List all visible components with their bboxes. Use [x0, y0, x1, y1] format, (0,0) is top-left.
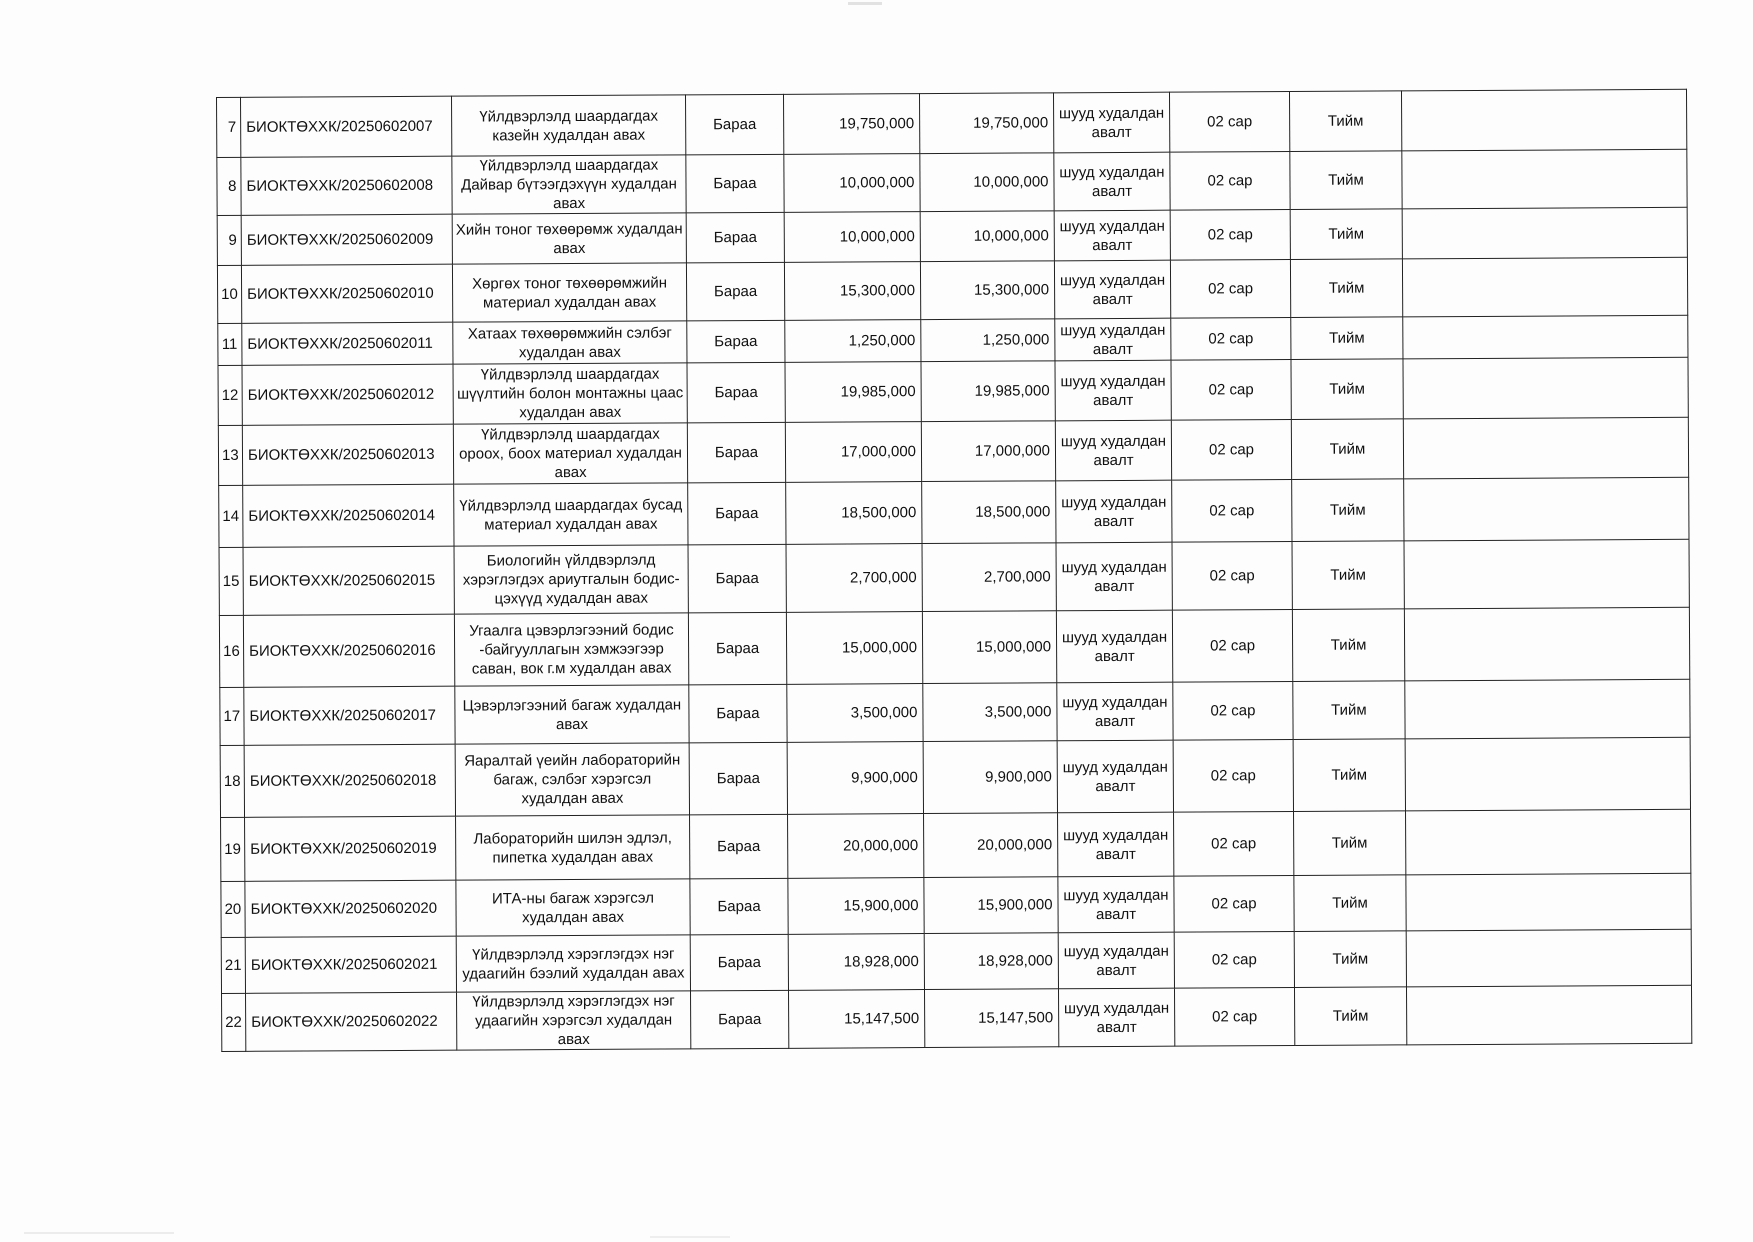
budget-amount: 3,500,000: [787, 684, 923, 743]
item-name: Үйлдвэрлэлд шаардагдах ороох, боох материал худалдан авах: [453, 423, 687, 484]
row-number: 8: [217, 157, 241, 215]
item-type: Бараа: [686, 154, 784, 213]
item-type: Бараа: [688, 544, 786, 613]
budget-amount: 15,147,500: [788, 990, 924, 1049]
procurement-code: БИОКТӨХХК/20250602017: [244, 686, 455, 745]
note-cell: [1403, 417, 1688, 479]
procurement-code: БИОКТӨХХК/20250602007: [241, 96, 452, 157]
start-month: 02 сар: [1174, 987, 1294, 1046]
scan-artifact: [24, 1232, 174, 1234]
procurement-method: шууд худалдан авалт: [1054, 152, 1170, 211]
approved-flag: Тийм: [1292, 609, 1404, 682]
item-name: ИТА-ны багаж хэрэгсэл худалдан авах: [456, 879, 690, 936]
budget-amount: 15,000,000: [786, 612, 922, 685]
table-row: [220, 737, 1690, 817]
item-type: Бараа: [690, 990, 788, 1049]
note-cell: [1403, 315, 1688, 359]
procurement-method: шууд худалдан авалт: [1057, 682, 1173, 741]
procurement-method: шууд худалдан авалт: [1055, 420, 1171, 481]
start-month: 02 сар: [1172, 541, 1292, 610]
item-type: Бараа: [687, 362, 785, 423]
item-type: Бараа: [690, 934, 788, 991]
table-body: [217, 89, 1692, 1051]
table-row: [217, 89, 1687, 157]
start-month: 02 сар: [1171, 360, 1291, 421]
row-number: 20: [221, 881, 245, 937]
procurement-method: шууд худалдан авалт: [1058, 876, 1174, 933]
procurement-method: шууд худалдан авалт: [1054, 260, 1170, 319]
note-cell: [1402, 207, 1687, 259]
estimated-amount: 1,250,000: [921, 319, 1055, 362]
estimated-amount: 2,700,000: [922, 543, 1056, 612]
approved-flag: Тийм: [1294, 811, 1406, 876]
table-row: [217, 207, 1687, 265]
item-type: Бараа: [686, 212, 784, 263]
procurement-method: шууд худалдан авалт: [1056, 480, 1172, 543]
row-number: 9: [217, 215, 241, 265]
approved-flag: Тийм: [1291, 359, 1403, 420]
row-number: 15: [219, 547, 243, 615]
item-type: Бараа: [686, 262, 784, 321]
procurement-code: БИОКТӨХХК/20250602015: [243, 546, 454, 615]
procurement-code: БИОКТӨХХК/20250602014: [243, 484, 454, 547]
note-cell: [1402, 257, 1687, 317]
budget-amount: 10,000,000: [784, 154, 920, 213]
procurement-table-wrapper: [216, 89, 1691, 1052]
procurement-code: БИОКТӨХХК/20250602022: [246, 992, 457, 1051]
row-number: 11: [218, 323, 242, 365]
item-name: Үйлдвэрлэлд шаардагдах Дайвар бүтээгдэхүүн худалдан авах: [452, 155, 686, 214]
estimated-amount: 15,900,000: [924, 877, 1058, 934]
table-row: [221, 809, 1691, 881]
budget-amount: 19,750,000: [783, 94, 919, 155]
item-type: Бараа: [687, 422, 785, 483]
approved-flag: Тийм: [1290, 151, 1402, 210]
estimated-amount: 20,000,000: [924, 813, 1058, 878]
start-month: 02 сар: [1174, 931, 1294, 988]
start-month: 02 сар: [1174, 811, 1294, 876]
procurement-method: шууд худалдан авалт: [1055, 360, 1171, 421]
item-name: Хийн тоног төхөөрөмж худалдан авах: [452, 213, 686, 264]
procurement-code: БИОКТӨХХК/20250602019: [245, 816, 456, 881]
note-cell: [1401, 89, 1686, 151]
estimated-amount: 17,000,000: [921, 421, 1055, 482]
approved-flag: Тийм: [1290, 259, 1402, 318]
item-name: Цэвэрлэгээний багаж худалдан авах: [455, 685, 689, 744]
row-number: 19: [221, 817, 245, 881]
item-name: Үйлдвэрлэлд шаардагдах казейн худалдан авах: [451, 95, 685, 156]
start-month: 02 сар: [1171, 318, 1291, 361]
estimated-amount: 10,000,000: [920, 153, 1054, 212]
budget-amount: 17,000,000: [785, 422, 921, 483]
item-name: Үйлдвэрлэлд хэрэглэгдэх нэг удаагийн бээлий худалдан авах: [456, 935, 690, 992]
item-type: Бараа: [689, 684, 787, 743]
procurement-code: БИОКТӨХХК/20250602008: [241, 156, 452, 215]
budget-amount: 20,000,000: [788, 814, 924, 879]
item-type: Бараа: [689, 742, 787, 815]
procurement-method: шууд худалдан авалт: [1055, 318, 1171, 361]
note-cell: [1405, 737, 1690, 811]
budget-amount: 2,700,000: [786, 544, 922, 613]
procurement-code: БИОКТӨХХК/20250602016: [243, 614, 454, 687]
row-number: 14: [219, 485, 243, 547]
row-number: 12: [218, 365, 242, 425]
note-cell: [1406, 873, 1691, 931]
item-name: Үйлдвэрлэлд хэрэглэгдэх нэг удаагийн хэрэгсэл худалдан авах: [457, 991, 691, 1050]
procurement-table: [216, 89, 1692, 1052]
table-row: [219, 607, 1689, 687]
note-cell: [1402, 149, 1687, 209]
item-type: Бараа: [685, 94, 783, 155]
budget-amount: 10,000,000: [784, 212, 920, 263]
procurement-method: шууд худалдан авалт: [1058, 812, 1174, 877]
table-row: [221, 929, 1691, 993]
procurement-code: БИОКТӨХХК/20250602020: [245, 880, 456, 937]
scan-artifact: [650, 1236, 730, 1238]
note-cell: [1406, 985, 1691, 1045]
procurement-method: шууд худалдан авалт: [1056, 610, 1172, 683]
row-number: 18: [220, 745, 244, 817]
item-type: Бараа: [690, 814, 788, 879]
start-month: 02 сар: [1170, 152, 1290, 211]
estimated-amount: 15,147,500: [924, 989, 1058, 1048]
item-type: Бараа: [687, 320, 785, 363]
note-cell: [1406, 929, 1691, 987]
note-cell: [1404, 477, 1689, 541]
procurement-code: БИОКТӨХХК/20250602018: [244, 744, 455, 817]
start-month: 02 сар: [1173, 681, 1293, 740]
row-number: 16: [219, 615, 243, 687]
row-number: 17: [220, 687, 244, 745]
item-name: Угаалга цэвэрлэгээний бодис -байгууллагын хэмжээгээр саван, вок г.м худалдан авах: [454, 613, 688, 686]
item-name: Хатаах төхөөрөмжийн сэлбэг худалдан авах: [453, 321, 687, 364]
approved-flag: Тийм: [1291, 419, 1403, 480]
approved-flag: Тийм: [1293, 739, 1405, 812]
table-row: [222, 985, 1692, 1051]
item-type: Бараа: [690, 878, 788, 935]
item-name: Үйлдвэрлэлд шаардагдах шүүлтийн болон монтажны цаас худалдан авах: [453, 363, 687, 424]
row-number: 7: [217, 97, 241, 157]
estimated-amount: 15,000,000: [922, 611, 1056, 684]
procurement-code: БИОКТӨХХК/20250602013: [242, 424, 453, 485]
estimated-amount: 15,300,000: [920, 261, 1054, 320]
start-month: 02 сар: [1170, 210, 1290, 261]
start-month: 02 сар: [1171, 419, 1291, 480]
estimated-amount: 19,985,000: [921, 361, 1055, 422]
start-month: 02 сар: [1169, 92, 1289, 153]
approved-flag: Тийм: [1290, 209, 1402, 260]
note-cell: [1404, 607, 1689, 681]
table-row: [221, 873, 1691, 937]
procurement-method: шууд худалдан авалт: [1054, 210, 1170, 261]
estimated-amount: 3,500,000: [923, 683, 1057, 742]
start-month: 02 сар: [1170, 260, 1290, 319]
estimated-amount: 19,750,000: [919, 93, 1053, 154]
approved-flag: Тийм: [1289, 91, 1401, 152]
start-month: 02 сар: [1172, 609, 1292, 682]
scan-artifact: [848, 2, 882, 5]
table-row: [220, 679, 1690, 745]
procurement-code: БИОКТӨХХК/20250602011: [242, 322, 453, 365]
note-cell: [1406, 809, 1691, 875]
table-row: [219, 539, 1689, 615]
procurement-method: шууд худалдан авалт: [1057, 740, 1173, 813]
row-number: 13: [218, 425, 242, 485]
note-cell: [1405, 679, 1690, 739]
procurement-code: БИОКТӨХХК/20250602010: [241, 264, 452, 323]
row-number: 21: [221, 937, 245, 993]
approved-flag: Тийм: [1292, 479, 1404, 542]
procurement-method: шууд худалдан авалт: [1058, 932, 1174, 989]
budget-amount: 18,500,000: [786, 482, 922, 545]
note-cell: [1403, 357, 1688, 419]
approved-flag: Тийм: [1291, 317, 1403, 360]
budget-amount: 1,250,000: [785, 320, 921, 363]
estimated-amount: 9,900,000: [923, 741, 1057, 814]
start-month: 02 сар: [1174, 875, 1294, 932]
procurement-code: БИОКТӨХХК/20250602021: [245, 936, 456, 993]
budget-amount: 15,900,000: [788, 878, 924, 935]
estimated-amount: 18,500,000: [922, 481, 1056, 544]
table-row: [217, 257, 1687, 323]
procurement-code: БИОКТӨХХК/20250602012: [242, 364, 453, 425]
table-row: [219, 477, 1689, 547]
item-name: Биологийн үйлдвэрлэлд хэрэглэгдэх ариутгалын бодис-цэхүүд худалдан авах: [454, 545, 688, 614]
procurement-method: шууд худалдан авалт: [1053, 92, 1169, 153]
item-name: Лабораторийн шилэн эдлэл, пипетка худалдан авах: [456, 815, 690, 880]
item-type: Бараа: [688, 612, 786, 685]
approved-flag: Тийм: [1292, 541, 1404, 610]
item-name: Яаралтай үеийн лабораторийн багаж, сэлбэг хэрэгсэл худалдан авах: [455, 743, 689, 816]
start-month: 02 сар: [1173, 739, 1293, 812]
estimated-amount: 10,000,000: [920, 211, 1054, 262]
approved-flag: Тийм: [1294, 931, 1406, 988]
row-number: 10: [217, 265, 241, 323]
row-number: 22: [222, 993, 246, 1051]
estimated-amount: 18,928,000: [924, 933, 1058, 990]
item-type: Бараа: [688, 482, 786, 545]
approved-flag: Тийм: [1294, 987, 1406, 1046]
note-cell: [1404, 539, 1689, 609]
table-row: [218, 417, 1688, 485]
procurement-method: шууд худалдан авалт: [1056, 542, 1172, 611]
budget-amount: 18,928,000: [788, 934, 924, 991]
budget-amount: 15,300,000: [784, 262, 920, 321]
procurement-method: шууд худалдан авалт: [1058, 988, 1174, 1047]
table-row: [218, 357, 1688, 425]
item-name: Үйлдвэрлэлд шаардагдах бусад материал худалдан авах: [454, 483, 688, 546]
approved-flag: Тийм: [1293, 681, 1405, 740]
item-name: Хөргөх тоног төхөөрөмжийн материал худалдан авах: [452, 263, 686, 322]
budget-amount: 19,985,000: [785, 362, 921, 423]
table-row: [217, 149, 1687, 215]
approved-flag: Тийм: [1294, 875, 1406, 932]
procurement-code: БИОКТӨХХК/20250602009: [241, 214, 452, 265]
start-month: 02 сар: [1172, 479, 1292, 542]
budget-amount: 9,900,000: [787, 742, 923, 815]
